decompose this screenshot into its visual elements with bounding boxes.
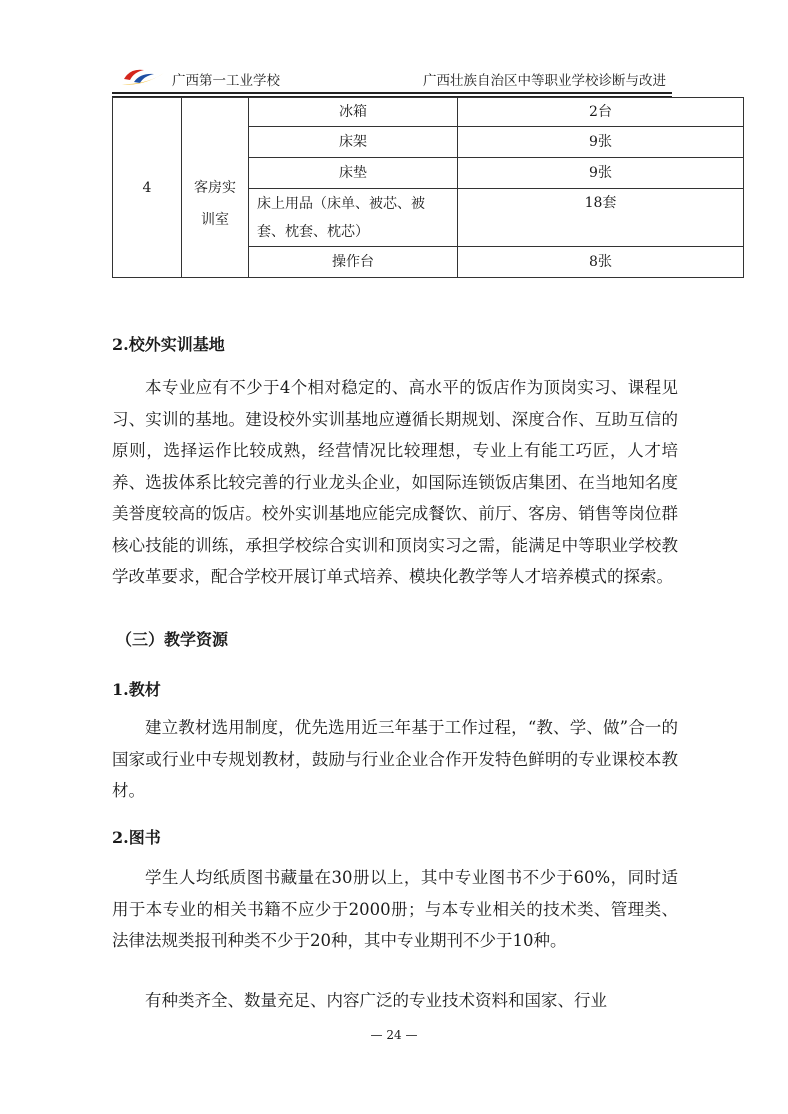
table-qty: 9张 <box>458 158 744 189</box>
table-room-line-1: 客房实 <box>194 179 236 196</box>
page-number: — 24 — <box>370 1028 418 1042</box>
table-item-line-1: 床上用品（床单、被芯、被 <box>257 195 425 212</box>
table-index: 4 <box>142 179 152 196</box>
header-rule <box>112 92 672 94</box>
table-item-multiline <box>249 189 458 247</box>
table-qty: 18套 <box>458 189 744 247</box>
paragraph-books: 学生人均纸质图书藏量在30册以上，其中专业图书不少于60%，同时适用于本专业的相关书籍不应少于2000册；与本专业相关的技术类、管理类、法律法规类报刊种类不少于20种，其中专业期刊不少于10种。 <box>112 868 678 950</box>
table-item: 床架 <box>249 127 458 158</box>
header-title: 广西壮族自治区中等职业学校诊断与改进 <box>423 73 666 89</box>
table-item: 冰箱 <box>249 98 458 127</box>
header-school-name: 广西第一工业学校 <box>172 73 280 89</box>
paragraph-offcampus: 本专业应有不少于4个相对稳定的、高水平的饭店作为顶岗实习、课程见习、实训的基地。建设校外实训基地应遵循长期规划、深度合作、互助互信的原则，选择运作比较成熟，经营情况比较理想，专业上有能工巧匠，人才培养、选拔体系比较完善的行业龙头企业，如国际连锁饭店集团、在当地知名度美誉度较高的饭店。校外实训基地应能完成餐饮、前厅、客房、销售等岗位群核心技能的训练，承担学校综合实训和顶岗实习之需，能满足中等职业学校教学改革要求，配合学校开展订单式培养、模块化教学等人才培养模式的探索。 <box>112 378 678 586</box>
table-room-cell <box>182 98 249 278</box>
section-heading-textbooks: 1.教材 <box>112 680 161 699</box>
section-heading-resources: （三）教学资源 <box>116 630 229 649</box>
paragraph-resources-continued: 有种类齐全、数量充足、内容广泛的专业技术资料和国家、行业 <box>145 991 607 1010</box>
table-item: 床垫 <box>249 158 458 189</box>
table-qty: 9张 <box>458 127 744 158</box>
table-index-cell <box>113 98 182 278</box>
school-logo-icon <box>120 65 166 87</box>
table-row <box>113 98 744 127</box>
equipment-table <box>112 97 744 278</box>
table-item: 操作台 <box>249 247 458 278</box>
table-item-line-2: 套、枕套、枕芯） <box>257 223 369 240</box>
table-qty: 2台 <box>458 98 744 127</box>
section-heading-offcampus: 2.校外实训基地 <box>112 335 225 354</box>
table-qty: 8张 <box>458 247 744 278</box>
section-heading-books: 2.图书 <box>112 828 161 847</box>
page-header <box>112 66 672 90</box>
paragraph-textbooks: 建立教材选用制度，优先选用近三年基于工作过程，“教、学、做”合一的国家或行业中专规划教材，鼓励与行业企业合作开发特色鲜明的专业课校本教材。 <box>112 718 678 800</box>
table-room-line-2: 训室 <box>201 211 229 228</box>
